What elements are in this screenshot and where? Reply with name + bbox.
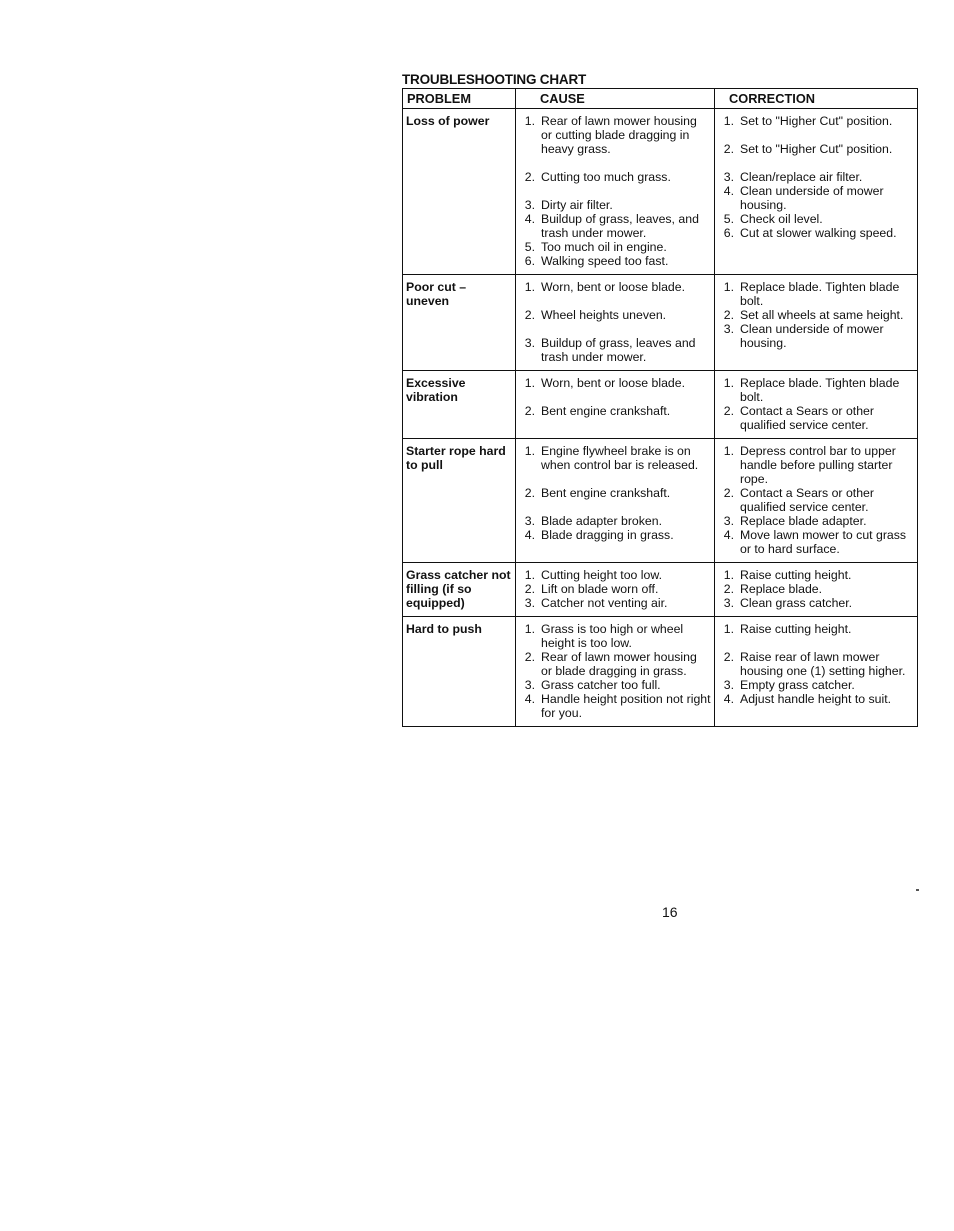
- item-text: Set all wheels at same height.: [740, 308, 904, 322]
- item-text: Lift on blade worn off.: [541, 582, 659, 596]
- item-number: 3.: [723, 514, 734, 528]
- item-number: 6.: [723, 226, 734, 240]
- correction-list: [718, 568, 914, 610]
- item-text: Too much oil in engine.: [541, 240, 667, 254]
- problem-cell: Hard to push: [403, 617, 516, 727]
- list-item: [718, 404, 914, 432]
- item-text: Replace blade. Tighten blade bolt.: [740, 376, 900, 404]
- item-text: Replace blade adapter.: [740, 514, 867, 528]
- item-number: 2.: [524, 486, 535, 500]
- list-item: [718, 226, 914, 240]
- item-number: 2.: [524, 404, 535, 418]
- problem-cell: Poor cut – uneven: [403, 275, 516, 371]
- item-number: 2.: [524, 650, 535, 664]
- item-number: 3.: [524, 596, 535, 610]
- item-number: 3.: [723, 596, 734, 610]
- table-row: [403, 109, 918, 275]
- item-text: Blade adapter broken.: [541, 514, 663, 528]
- correction-list: [718, 444, 914, 556]
- item-text: Rear of lawn mower housing or blade dragging in grass.: [541, 650, 697, 678]
- list-item: [718, 678, 914, 692]
- item-text: Adjust handle height to suit.: [740, 692, 892, 706]
- list-item: [718, 308, 914, 322]
- item-text: Grass is too high or wheel height is too low.: [541, 622, 684, 650]
- list-item: [519, 692, 711, 720]
- item-text: Buildup of grass, leaves and trash under mower.: [541, 336, 696, 364]
- list-item: [519, 254, 711, 268]
- list-item: [718, 692, 914, 706]
- item-text: Contact a Sears or other qualified service center.: [740, 486, 874, 514]
- list-item: [519, 582, 711, 596]
- item-text: Bent engine crankshaft.: [541, 404, 671, 418]
- item-number: 2.: [524, 170, 535, 184]
- item-number: 4.: [524, 212, 535, 226]
- item-number: 2.: [524, 308, 535, 322]
- list-item: [519, 404, 711, 418]
- correction-cell: [715, 563, 918, 617]
- item-text: Walking speed too fast.: [541, 254, 669, 268]
- cause-cell: [516, 439, 715, 563]
- list-item: [718, 568, 914, 582]
- item-number: 1.: [524, 280, 535, 294]
- correction-cell: [715, 109, 918, 275]
- cause-list: [519, 114, 711, 268]
- cause-header: CAUSE: [516, 89, 715, 109]
- item-number: 3.: [723, 678, 734, 692]
- item-number: 1.: [723, 280, 734, 294]
- item-text: Raise cutting height.: [740, 622, 852, 636]
- list-item: [519, 212, 711, 240]
- item-number: 2.: [723, 486, 734, 500]
- list-item: [519, 280, 711, 294]
- correction-list: [718, 280, 914, 350]
- item-text: Depress control bar to upper handle before pulling starter rope.: [740, 444, 896, 486]
- item-number: 2.: [723, 404, 734, 418]
- correction-cell: [715, 275, 918, 371]
- item-number: 4.: [524, 528, 535, 542]
- list-item: [519, 308, 711, 322]
- list-item: [718, 650, 914, 678]
- item-number: 1.: [723, 568, 734, 582]
- item-text: Set to "Higher Cut" position.: [740, 114, 893, 128]
- list-item: [718, 622, 914, 636]
- problem-cell: Excessive vibration: [403, 371, 516, 439]
- item-text: Blade dragging in grass.: [541, 528, 674, 542]
- list-item: [519, 114, 711, 156]
- list-item: [519, 240, 711, 254]
- item-number: 3.: [524, 514, 535, 528]
- item-text: Bent engine crankshaft.: [541, 486, 671, 500]
- item-number: 2.: [723, 308, 734, 322]
- item-text: Worn, bent or loose blade.: [541, 376, 686, 390]
- problem-cell: Starter rope hard to pull: [403, 439, 516, 563]
- correction-list: [718, 622, 914, 706]
- item-number: 5.: [524, 240, 535, 254]
- cause-list: [519, 280, 711, 364]
- item-text: Clean/replace air filter.: [740, 170, 863, 184]
- list-item: [718, 170, 914, 184]
- item-text: Set to "Higher Cut" position.: [740, 142, 893, 156]
- item-number: 3.: [524, 678, 535, 692]
- table-body: [403, 109, 918, 727]
- cause-list: [519, 444, 711, 542]
- item-text: Raise rear of lawn mower housing one (1) setting higher.: [740, 650, 906, 678]
- list-item: [718, 486, 914, 514]
- item-text: Empty grass catcher.: [740, 678, 855, 692]
- list-item: [718, 596, 914, 610]
- item-number: 3.: [524, 198, 535, 212]
- item-text: Handle height position not right for you.: [541, 692, 711, 720]
- list-item: [718, 322, 914, 350]
- item-text: Cutting height too low.: [541, 568, 662, 582]
- item-number: 5.: [723, 212, 734, 226]
- list-item: [718, 142, 914, 156]
- item-text: Catcher not venting air.: [541, 596, 668, 610]
- item-text: Clean underside of mower housing.: [740, 184, 884, 212]
- item-text: Check oil level.: [740, 212, 823, 226]
- item-text: Clean grass catcher.: [740, 596, 853, 610]
- correction-cell: [715, 371, 918, 439]
- cause-cell: [516, 371, 715, 439]
- list-item: [718, 582, 914, 596]
- table-row: [403, 439, 918, 563]
- item-number: 1.: [524, 376, 535, 390]
- item-text: Replace blade.: [740, 582, 823, 596]
- cause-cell: [516, 617, 715, 727]
- list-item: [519, 170, 711, 184]
- list-item: [718, 114, 914, 128]
- item-text: Cut at slower walking speed.: [740, 226, 897, 240]
- list-item: [718, 212, 914, 226]
- item-number: 3.: [723, 170, 734, 184]
- list-item: [519, 486, 711, 500]
- cause-list: [519, 568, 711, 610]
- correction-header: CORRECTION: [715, 89, 918, 109]
- list-item: [519, 622, 711, 650]
- item-number: 1.: [723, 444, 734, 458]
- item-number: 1.: [524, 114, 535, 128]
- item-number: 1.: [524, 622, 535, 636]
- list-item: [718, 528, 914, 556]
- problem-header: PROBLEM: [403, 89, 516, 109]
- item-number: 1.: [723, 622, 734, 636]
- page-number: 16: [662, 904, 678, 920]
- item-text: Wheel heights uneven.: [541, 308, 667, 322]
- list-item: [519, 198, 711, 212]
- item-number: 2.: [723, 582, 734, 596]
- list-item: [519, 568, 711, 582]
- cause-list: [519, 376, 711, 418]
- item-text: Grass catcher too full.: [541, 678, 661, 692]
- list-item: [519, 336, 711, 364]
- item-number: 3.: [723, 322, 734, 336]
- item-number: 4.: [723, 184, 734, 198]
- problem-cell: Loss of power: [403, 109, 516, 275]
- item-number: 6.: [524, 254, 535, 268]
- item-number: 2.: [524, 582, 535, 596]
- table-header-row: [403, 89, 918, 109]
- item-number: 4.: [723, 692, 734, 706]
- item-text: Worn, bent or loose blade.: [541, 280, 686, 294]
- item-text: Clean underside of mower housing.: [740, 322, 884, 350]
- cause-cell: [516, 563, 715, 617]
- list-item: [718, 376, 914, 404]
- item-number: 1.: [723, 376, 734, 390]
- item-number: 1.: [524, 444, 535, 458]
- item-text: Rear of lawn mower housing or cutting blade dragging in heavy grass.: [541, 114, 697, 156]
- list-item: [718, 280, 914, 308]
- list-item: [718, 184, 914, 212]
- table-row: [403, 371, 918, 439]
- list-item: [718, 514, 914, 528]
- item-number: 3.: [524, 336, 535, 350]
- item-text: Dirty air filter.: [541, 198, 613, 212]
- item-number: 2.: [723, 142, 734, 156]
- list-item: [718, 444, 914, 486]
- cause-list: [519, 622, 711, 720]
- correction-cell: [715, 617, 918, 727]
- item-number: 4.: [723, 528, 734, 542]
- item-number: 4.: [524, 692, 535, 706]
- item-number: 1.: [723, 114, 734, 128]
- correction-list: [718, 114, 914, 240]
- list-item: [519, 528, 711, 542]
- table-row: [403, 563, 918, 617]
- correction-list: [718, 376, 914, 432]
- item-text: Move lawn mower to cut grass or to hard surface.: [740, 528, 907, 556]
- list-item: [519, 514, 711, 528]
- list-item: [519, 596, 711, 610]
- list-item: [519, 678, 711, 692]
- troubleshooting-table: [402, 88, 918, 727]
- cause-cell: [516, 275, 715, 371]
- item-number: 2.: [723, 650, 734, 664]
- table-row: [403, 275, 918, 371]
- correction-cell: [715, 439, 918, 563]
- item-number: 1.: [524, 568, 535, 582]
- item-text: Replace blade. Tighten blade bolt.: [740, 280, 900, 308]
- item-text: Engine flywheel brake is on when control bar is released.: [541, 444, 699, 472]
- chart-title: TROUBLESHOOTING CHART: [402, 72, 587, 87]
- list-item: [519, 650, 711, 678]
- item-text: Raise cutting height.: [740, 568, 852, 582]
- item-text: Contact a Sears or other qualified service center.: [740, 404, 874, 432]
- item-text: Cutting too much grass.: [541, 170, 671, 184]
- scan-speck: [916, 889, 919, 891]
- list-item: [519, 444, 711, 472]
- list-item: [519, 376, 711, 390]
- item-text: Buildup of grass, leaves, and trash under mower.: [541, 212, 699, 240]
- table-row: [403, 617, 918, 727]
- problem-cell: Grass catcher not filling (if so equipped): [403, 563, 516, 617]
- cause-cell: [516, 109, 715, 275]
